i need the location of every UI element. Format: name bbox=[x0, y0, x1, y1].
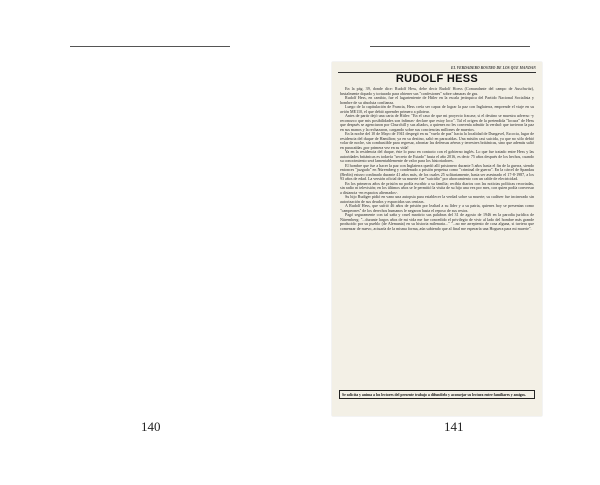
paragraph: Rudolf Hess, en cambio, fue el lugarteniente de Hitler en la escala jerárquica del Partido Nacional Socialista y hombre de su absoluta confianza. bbox=[340, 95, 534, 105]
paragraph: Antes de partir dejó una carta de Hitler: "En el caso de que mi proyecto fracase, si el destino se muestra adverso -y reconozco que mis posibilidades son ínfimas- declare que estoy loco". Tal el origen de la pretendida "locura" de Hess que después se agenciaron por Churchill y sus aliados, a quienes no les convenía admitir la verdad: que tuvieron la paz en sus manos y la rechazaron, cargando sobre sus conciencias millones de muertos. bbox=[340, 113, 534, 132]
paragraph: En la pág. 39, donde dice: Rudolf Hess, debe decir Rudolf Hoess (Comandante del campo de Auschwitz), brutalmente dopado y torturado para obtener sus "confesiones" sobre cámaras de gas. bbox=[340, 86, 534, 96]
paragraph: El hombre que fue a hacer la paz con Inglaterra quedó allí prisionero durante 5 años hasta el fin de la guerra, siendo entonces "juzgado" en Nüremberg y condenado a prisión perpetua como "criminal de guerra". En la cárcel de Spandau (Berlín) estuvo confinado durante 41 años más, de los cuales 25 solitariamente, hasta ser asesinado el 17-8-1987, a los 93 años de edad. La versión oficial de su muerte fue "suicidio" por ahorcamiento con un cable de electricidad. bbox=[340, 162, 534, 181]
running-head: EL VERDADERO ROSTRO DE LOS QUE MANDAN bbox=[450, 66, 536, 70]
paragraph: Su hijo Rudiger pidió en vano una autopsia para establecer la verdad sobre su muerte; su cadáver fue incinerado sin autorización de sus deudos y esparcidas sus cenizas. bbox=[340, 194, 534, 204]
paragraph: Luego de la capitulación de Francia, Hess creía ser capaz de lograr la paz con Inglaterra, emprende el viaje en su avión ME110, el que debió aprender primero a pilotear. bbox=[340, 104, 534, 114]
paragraph: Ya en la residencia del duque, éste lo puso en contacto con el gobierno inglés. Lo que fue tratado entre Hess y las autoridades británicas es todavía "secreto de Estado" hasta el año 2016, es decir 75 años después de los hechos, cuando su conocimiento será lamentablemente de valor para los historiadores. bbox=[340, 149, 534, 163]
paragraph: Pagó seguramente con tal saña y cruel martirio sus palabras del 31 de agosto de 1946 en la parodia jurídica de Nüremberg: "...durante largos años de mi vida me fue concedido el privilegio de vivir al lado del hombre más grande producido por su pueblo (de Alemania) en su historia milenaria..." "...no me arrepiento de cosa alguna, si tuviera que comenzar de nuevo, actuaría de la misma forma, aún sabiendo que al final me esperaría una Hoguera para mi muerte". bbox=[340, 212, 534, 231]
page-number-left: 140 bbox=[141, 419, 161, 434]
article-body bbox=[340, 87, 534, 231]
paragraph: En los primeros años de prisión no podía escribir a su familia; recibía diarios con las noticias políticas recortadas, sin radio ni televisión; en los últimos años se le permitió la visita de su hijo una vez por mes, con quien podía conversar a distancia -en espacios alternados-. bbox=[340, 180, 534, 195]
paragraph: En la noche del 10 de Mayo de 1941 despegó en su "vuelo de paz" hacia la localidad de Dungavel, Escocia, lugar de residencia del duque de Hamilton; ya en su destino, saltó en paracaídas. Una misión casi suicida, ya que no sólo debió volar de noche, sin combustible para regresar, afrontar las defensas aéreas y terrestres británicas, sino que además saltó en paracaídas ¡por primera vez en su vida! bbox=[340, 131, 534, 150]
header-rule-right bbox=[370, 46, 530, 47]
article-title: RUDOLF HESS bbox=[395, 73, 479, 85]
paragraph: A Rudolf Hess, que sufrió 46 años de prisión por lealtad a su líder y a su patria, quienes hoy se presentan como "campeones" de los derechos humanos le negaron hasta el reposo de sus restos. bbox=[340, 203, 534, 213]
header-rule-left bbox=[70, 46, 230, 47]
reader-note-box: Se solicita y anima a los lectores del presente trabajo a difundirlo y aconsejar su lectura entre familiares y amigos. bbox=[339, 390, 535, 399]
page-number-right: 141 bbox=[444, 419, 464, 434]
scanned-page-image bbox=[332, 62, 542, 416]
